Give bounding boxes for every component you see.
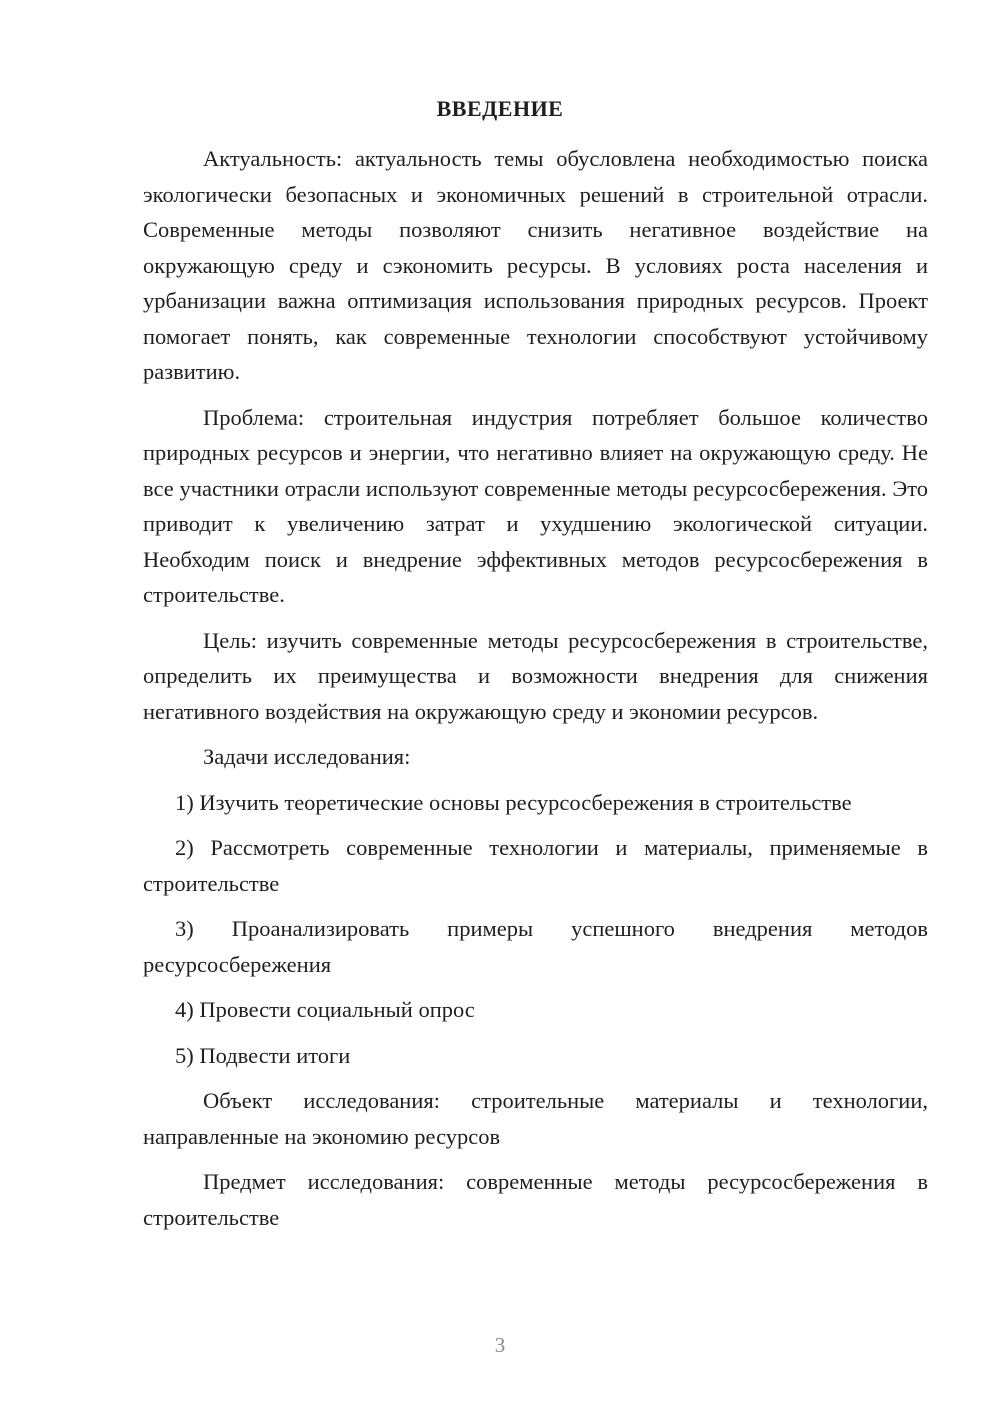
tasks-heading: Задачи исследования: — [203, 744, 411, 769]
research-object-paragraph: Объект исследования: строительные материалы и технологии, направленные на экономию ресурсов — [143, 1088, 928, 1149]
page-number: 3 — [494, 1333, 506, 1357]
task-item: 2) Рассмотреть современные технологии и материалы, применяемые в строительстве — [143, 835, 928, 896]
page-title: ВВЕДЕНИЕ — [436, 96, 564, 121]
task-item: 1) Изучить теоретические основы ресурсосбережения в строительстве — [175, 789, 852, 815]
task-item: 4) Провести социальный опрос — [175, 997, 475, 1022]
goal-paragraph: Цель: изучить современные методы ресурсосбережения в строительстве, определить их преимущества и возможности внедрения для снижения негативного воздействия на окружающую среду и экономии ресурсов. — [143, 627, 928, 724]
task-item: 3) Проанализировать примеры успешного внедрения методов ресурсосбережения — [143, 916, 928, 977]
relevance-paragraph: Актуальность: актуальность темы обусловлена необходимостью поиска экологически безопасных и экономичных решений в строительной отрасли. Современные методы позволяют снизить негативное воздействие на окружающую среду и сэкономить ресурсы. В условиях роста населения и урбанизации важна оптимизация использования природных ресурсов. Проект помогает понять, как современные технологии способствуют устойчивому развитию. — [143, 146, 928, 384]
research-subject-paragraph: Предмет исследования: современные методы ресурсосбережения в строительстве — [143, 1169, 928, 1230]
task-item: 5) Подвести итоги — [175, 1042, 351, 1068]
problem-paragraph: Проблема: строительная индустрия потребляет большое количество природных ресурсов и энергии, что негативно влияет на окружающую среду. Не все участники отрасли используют современные методы ресурсосбережения. Это приводит к увеличению затрат и ухудшению экологической ситуации. Необходим поиск и внедрение эффективных методов ресурсосбережения в строительстве. — [143, 404, 928, 607]
document-body — [143, 141, 928, 1245]
